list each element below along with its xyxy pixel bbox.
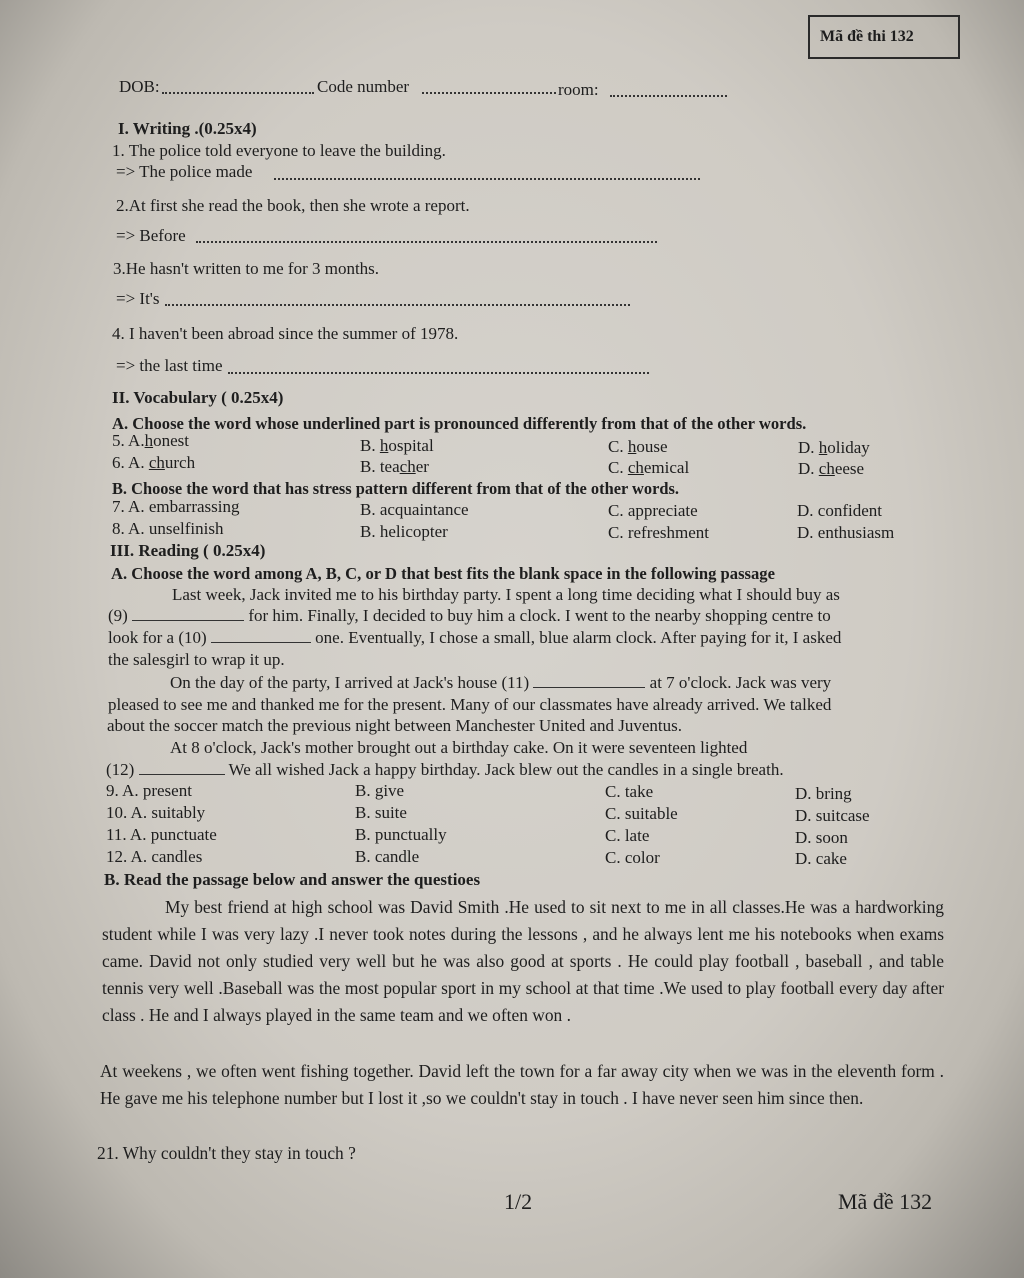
q10-option-b: B. suite <box>355 803 407 822</box>
q9-option-a: 9. A. present <box>106 781 192 800</box>
passage-line: At 8 o'clock, Jack's mother brought out a birthday cake. On it were seventeen lighted <box>170 738 748 757</box>
q6-option-a: 6. A. church <box>112 453 196 472</box>
reading-heading: III. Reading ( 0.25x4) <box>110 541 266 560</box>
writing-q1: 1. The police told everyone to leave the building. <box>112 141 446 160</box>
q9-option-b: B. give <box>355 781 405 800</box>
q11-option-d: D. soon <box>795 828 848 847</box>
passage-paragraph-2: At weekens , we often went fishing together. David left the town for a far away city when we was in the eleventh form . He gave me his telephone number but I lost it ,so we couldn't stay in touch . I have never seen him since then. <box>100 1061 944 1108</box>
page-number: 1/2 <box>504 1189 533 1214</box>
reading-partA: A. Choose the word among A, B, C, or D that best fits the blank space in the following passage <box>111 564 775 583</box>
q10-option-c: C. suitable <box>605 804 678 823</box>
passage-line: look for a (10) one. Eventually, I chose a small, blue alarm clock. After paying for it, I asked <box>108 628 842 647</box>
q5-option-d: D. holiday <box>798 438 870 457</box>
q7-option-d: D. confident <box>797 501 882 520</box>
writing-q4: 4. I haven't been abroad since the summer of 1978. <box>112 324 459 343</box>
q12-option-b: B. candle <box>355 847 420 866</box>
writing-q1-prompt: => The police made <box>116 162 253 181</box>
q10-option-a: 10. A. suitably <box>106 803 206 822</box>
writing-q3-answer[interactable] <box>165 304 630 306</box>
footer-exam-code: Mã đề 132 <box>838 1189 933 1214</box>
passage-paragraph-1: My best friend at high school was David Smith .He used to sit next to me in all classes.He was a hardworking student while I was very lazy .I never took notes during the lessons , and he always lent me his notebooks when exams came. David not only studied very well but he was also good at sports . He could play football , baseball , and table tennis very well .Baseball was the most popular sport in my school at that time .We used to play football every day after class . He and I always played in the same team and we often won . <box>102 897 944 1025</box>
blank-10[interactable] <box>211 628 311 643</box>
vocabulary-partB: B. Choose the word that has stress pattern different from that of the other words. <box>112 479 679 498</box>
passage-line: Last week, Jack invited me to his birthday party. I spent a long time deciding what I should buy as <box>172 585 840 604</box>
dob-label: DOB: <box>119 77 160 96</box>
writing-q3: 3.He hasn't written to me for 3 months. <box>113 259 380 278</box>
writing-q2: 2.At first she read the book, then she wrote a report. <box>116 196 470 215</box>
passage-line: On the day of the party, I arrived at Jack's house (11) at 7 o'clock. Jack was very <box>170 673 832 692</box>
question-21: 21. Why couldn't they stay in touch ? <box>97 1143 356 1163</box>
q5-option-b: B. hospital <box>360 436 434 455</box>
passage-line: the salesgirl to wrap it up. <box>108 650 285 669</box>
writing-q2-prompt: => Before <box>116 226 186 245</box>
exam-code-box <box>808 15 960 59</box>
q8-option-a: 8. A. unselfinish <box>112 519 224 538</box>
passage-line: (12) We all wished Jack a happy birthday. Jack blew out the candles in a single breath. <box>106 760 784 779</box>
writing-q1-answer[interactable] <box>274 178 700 180</box>
writing-q3-prompt: => It's <box>116 289 160 308</box>
dob-field[interactable] <box>162 92 314 94</box>
q7-option-c: C. appreciate <box>608 501 698 520</box>
writing-heading: I. Writing .(0.25x4) <box>118 119 257 138</box>
vocabulary-partA: A. Choose the word whose underlined part is pronounced differently from that of the other words. <box>112 414 807 433</box>
q6-option-b: B. teacher <box>360 457 429 476</box>
writing-q2-answer[interactable] <box>196 241 657 243</box>
blank-9[interactable] <box>132 606 244 621</box>
passage-line: about the soccer match the previous night between Manchester United and Juventus. <box>107 716 682 735</box>
code-number-field[interactable] <box>422 92 556 94</box>
q8-option-b: B. helicopter <box>360 522 448 541</box>
q9-option-c: C. take <box>605 782 654 801</box>
q7-option-b: B. acquaintance <box>360 500 469 519</box>
q12-option-d: D. cake <box>795 849 847 868</box>
passage-line: pleased to see me and thanked me for the present. Many of our classmates have already arrived. We talked <box>108 695 832 714</box>
exam-code: Mã đề thi 132 <box>820 28 914 45</box>
q8-option-d: D. enthusiasm <box>797 523 895 542</box>
q12-option-c: C. color <box>605 848 660 867</box>
q5-option-c: C. house <box>608 437 668 456</box>
room-label: room: <box>558 80 599 99</box>
blank-11[interactable] <box>533 673 645 688</box>
q6-option-c: C. chemical <box>608 458 690 477</box>
q11-option-a: 11. A. punctuate <box>106 825 217 844</box>
q11-option-b: B. punctually <box>355 825 447 844</box>
blank-12[interactable] <box>139 760 225 775</box>
q8-option-c: C. refreshment <box>608 523 710 542</box>
writing-q4-answer[interactable] <box>228 372 649 374</box>
q10-option-d: D. suitcase <box>795 806 870 825</box>
room-field[interactable] <box>610 95 727 97</box>
q5-option-a: 5. A.honest <box>112 431 189 450</box>
passage-line: (9) for him. Finally, I decided to buy him a clock. I went to the nearby shopping centre to <box>108 606 831 625</box>
q7-option-a: 7. A. embarrassing <box>112 497 240 516</box>
q9-option-d: D. bring <box>795 784 852 803</box>
q12-option-a: 12. A. candles <box>106 847 203 866</box>
writing-q4-prompt: => the last time <box>116 356 223 375</box>
code-number-label: Code number <box>317 77 410 96</box>
q6-option-d: D. cheese <box>798 459 865 478</box>
q11-option-c: C. late <box>605 826 650 845</box>
vocabulary-heading: II. Vocabulary ( 0.25x4) <box>112 388 284 407</box>
reading-partB: B. Read the passage below and answer the questioes <box>104 870 481 889</box>
